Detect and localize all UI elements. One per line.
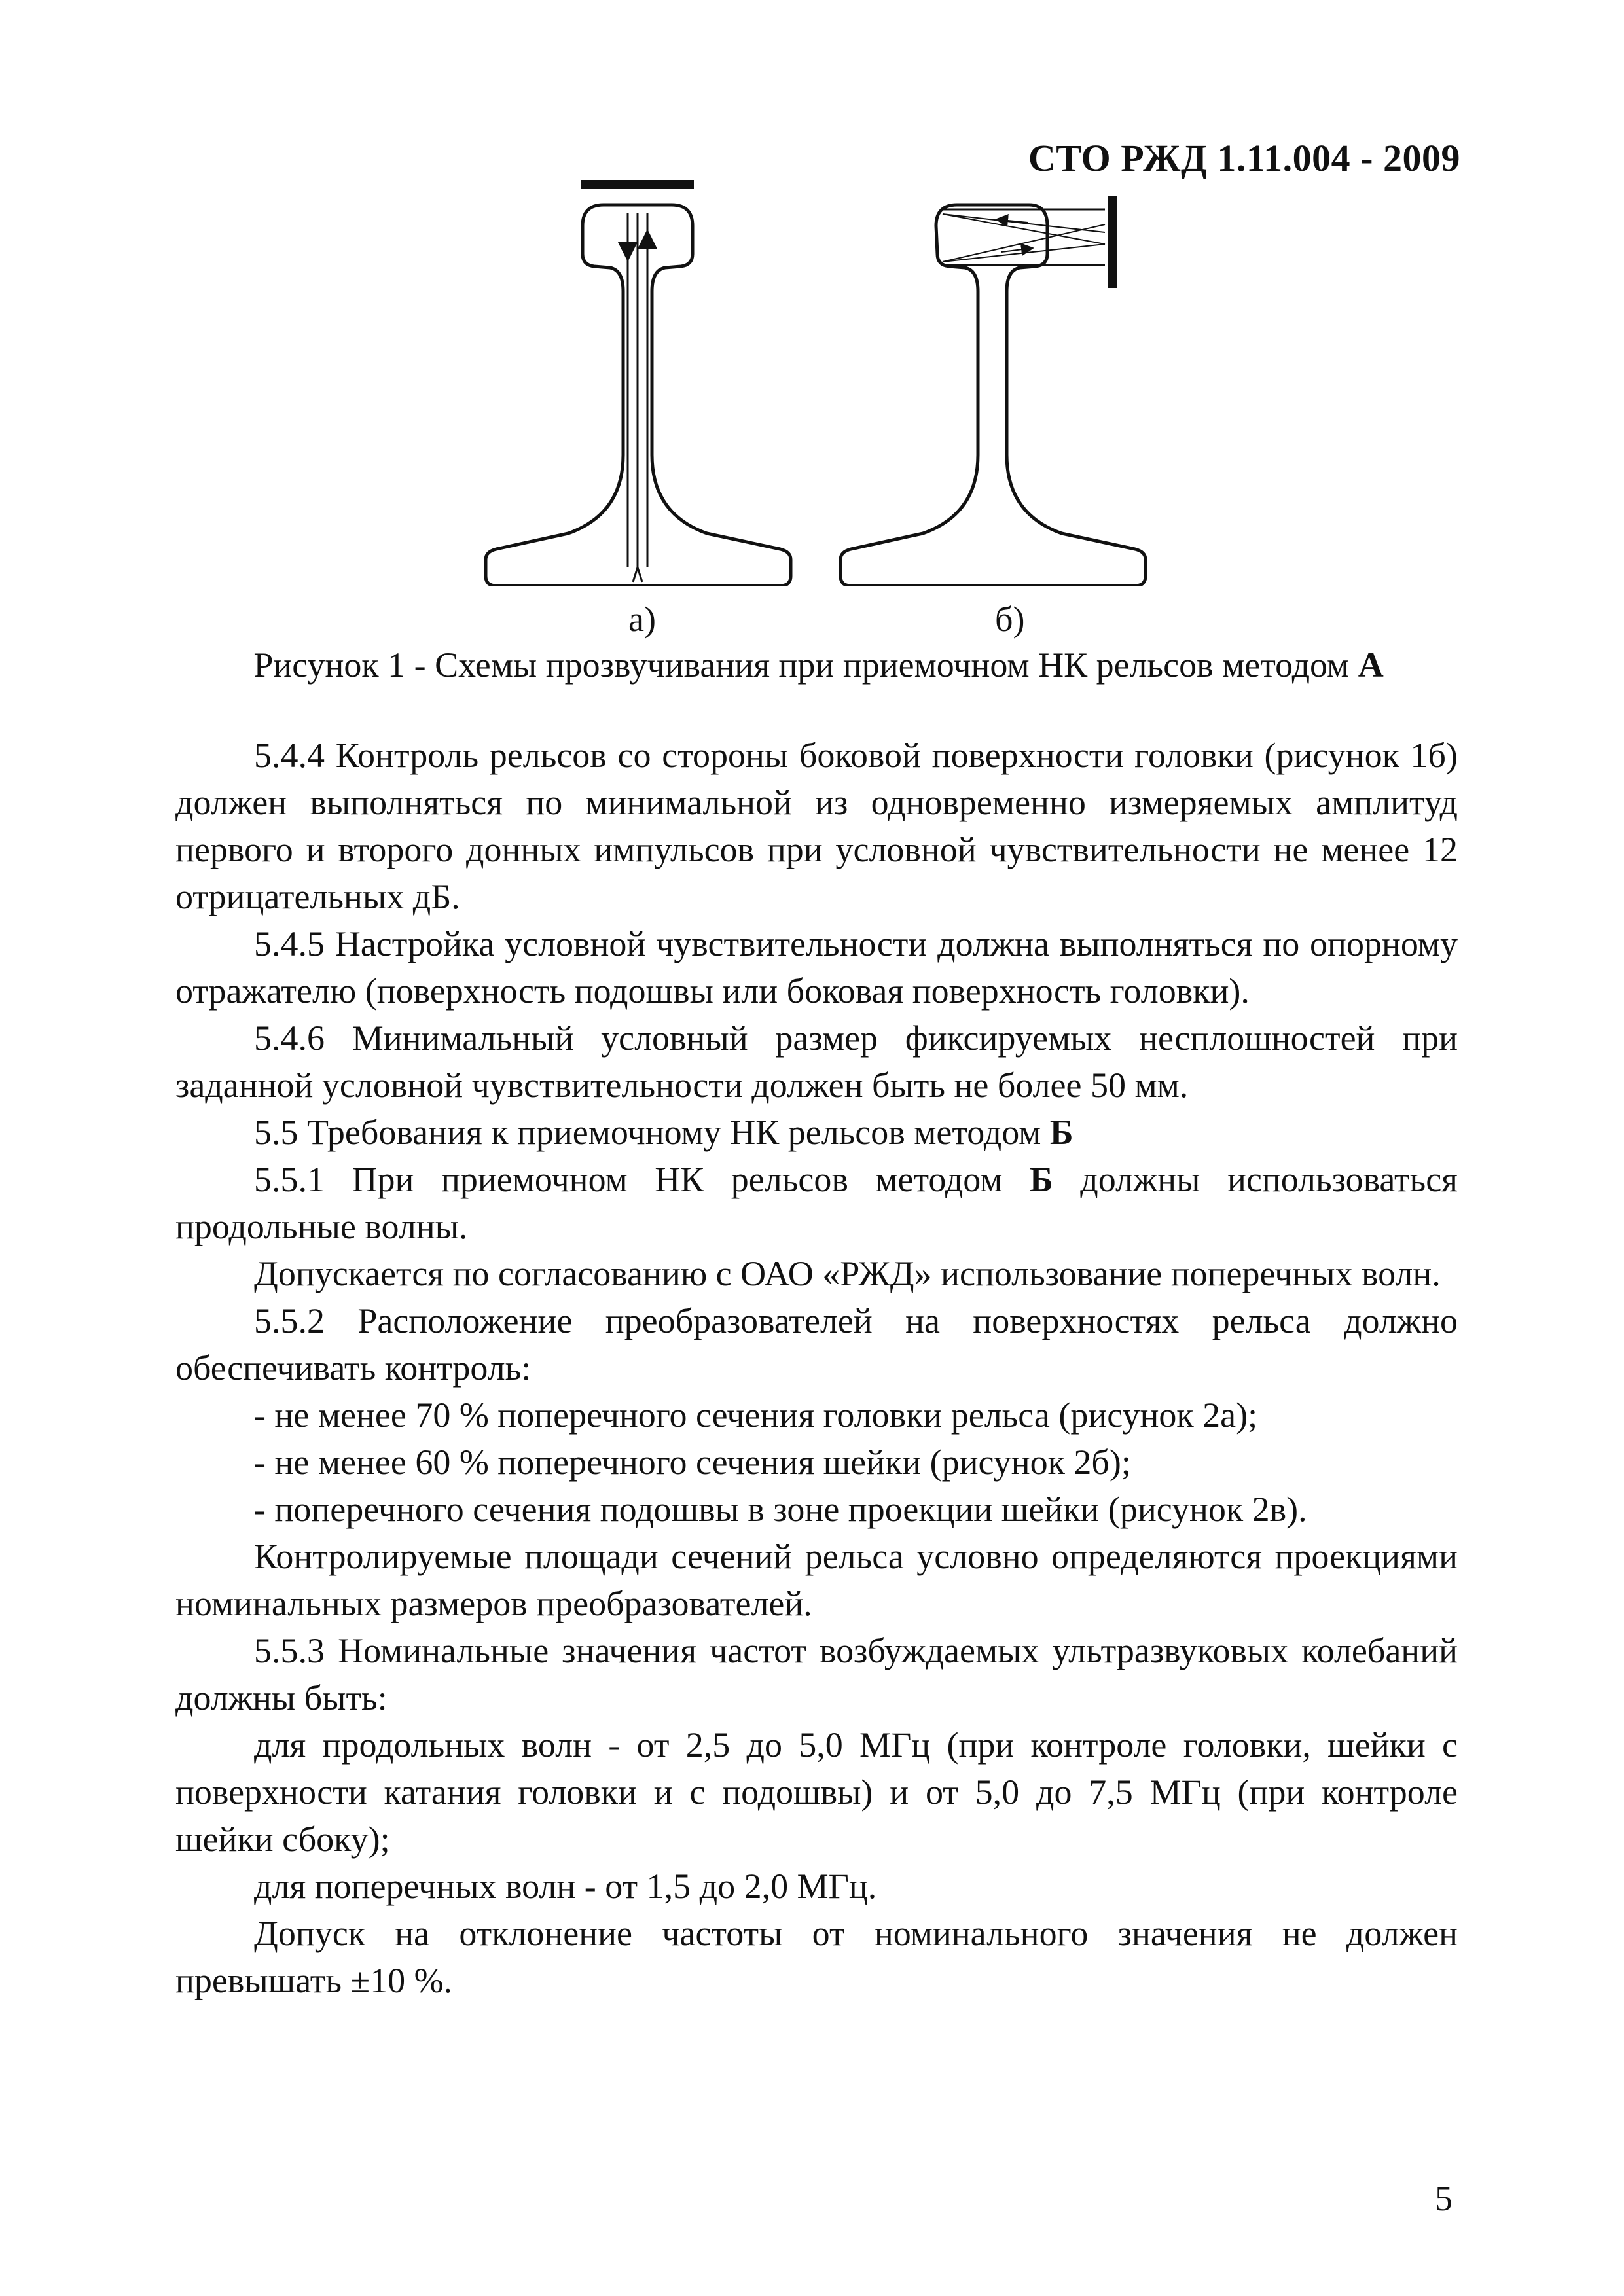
paragraph-5-4-4: 5.4.4 Контроль рельсов со стороны боковой поверхности головки (рисунок 1б) должен выполняться по минимальной из одновременно измеряемых амплитуд первого и второго донных импульсов при условной чувствительности не менее 12 отрицательных дБ. [175, 736, 1458, 916]
rail-sounding-diagram [452, 167, 1224, 586]
figure-label-a: а) [628, 600, 656, 639]
paragraph-5-5-1-start: 5.5.1 При приемочном НК рельсов методом [254, 1160, 1030, 1199]
paragraph-5-5-1-method: Б [1029, 1160, 1053, 1199]
paragraph-5-4-6: 5.4.6 Минимальный условный размер фиксируемых несплошностей при заданной условной чувствительности должен быть не более 50 мм. [175, 1018, 1458, 1105]
paragraph-5-5-3: 5.5.3 Номинальные значения частот возбуждаемых ультразвуковых колебаний должны быть: [175, 1631, 1458, 1717]
caption-text: Рисунок 1 - Схемы прозвучивания при приемочном НК рельсов методом [253, 645, 1358, 685]
transducer-top [581, 180, 694, 189]
rail-profile-a [486, 180, 791, 586]
transducer-side [1108, 196, 1117, 288]
paragraph-frequency-tolerance: Допуск на отклонение частоты от номинального значения не должен превышать ±10 %. [175, 1914, 1458, 2000]
figure-caption [177, 645, 1460, 685]
list-item-head: - не менее 70 % поперечного сечения головки рельса (рисунок 2а); [254, 1395, 1258, 1435]
rail-profile-b [840, 196, 1146, 586]
paragraph-transverse-waves: для поперечных волн - от 1,5 до 2,0 МГц. [254, 1867, 877, 1906]
paragraph-5-4-5: 5.4.5 Настройка условной чувствительности должна выполняться по опорному отражателю (поверхность подошвы или боковая поверхность головки). [175, 924, 1458, 1011]
page-number: 5 [1435, 2179, 1453, 2218]
paragraph-5-5-1-end: должны использоваться продольные волны. [175, 1160, 1458, 1246]
section-heading-text: 5.5 Требования к приемочному НК рельсов методом [254, 1113, 1050, 1152]
paragraph-5-5 [175, 1109, 1458, 1156]
paragraph-5-5-2: 5.5.2 Расположение преобразователей на поверхностях рельса должно обеспечивать контроль: [175, 1301, 1458, 1388]
paragraph-5-5-1 [175, 1156, 1458, 1250]
figure-label-b: б) [995, 600, 1025, 639]
section-heading-method: Б [1049, 1113, 1074, 1152]
paragraph-controlled-areas: Контролируемые площади сечений рельса условно определяются проекциями номинальных размеров преобразователей. [175, 1537, 1458, 1623]
rail-sounding-figure [452, 167, 1224, 586]
body-text [175, 732, 1458, 2004]
document-code: СТО РЖД 1.11.004 - 2009 [1028, 137, 1460, 179]
caption-method: А [1358, 645, 1384, 685]
paragraph-longitudinal-waves: для продольных волн - от 2,5 до 5,0 МГц (при контроле головки, шейки с поверхности катания головки и с подошвы) и от 5,0 до 7,5 МГц (при контроле шейки сбоку); [175, 1725, 1458, 1859]
paragraph-allowance: Допускается по согласованию с ОАО «РЖД» использование поперечных волн. [254, 1254, 1441, 1293]
list-item-base: - поперечного сечения подошвы в зоне проекции шейки (рисунок 2в). [254, 1490, 1307, 1529]
list-item-web: - не менее 60 % поперечного сечения шейки (рисунок 2б); [254, 1443, 1131, 1482]
